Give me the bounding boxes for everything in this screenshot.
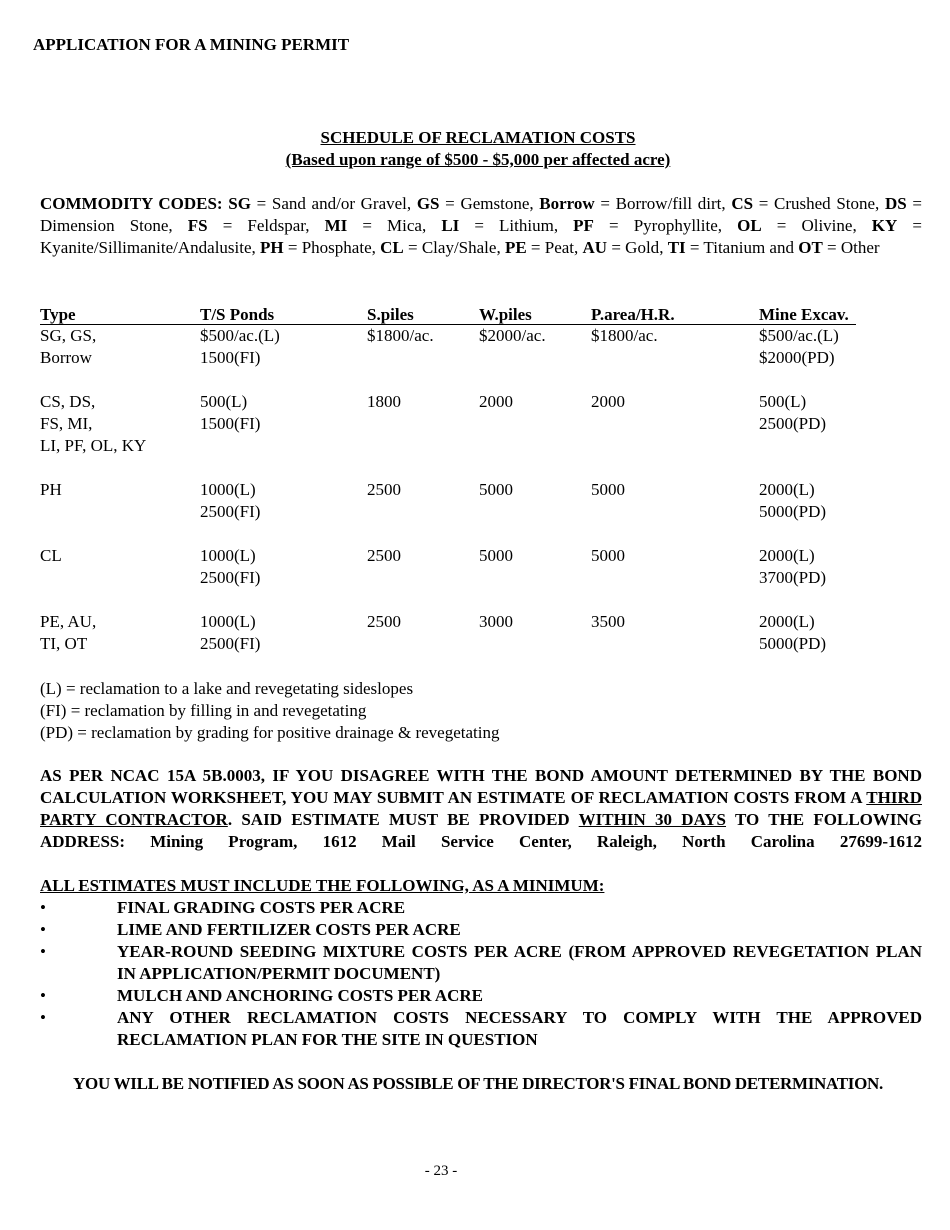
bullet-icon: •	[40, 898, 46, 917]
cell-ts-ponds: $500/ac.(L) 1500(FI)	[200, 326, 280, 367]
col-header-p-area: P.area/H.R.	[591, 305, 675, 324]
commodity-code-item: PH = Phosphate	[260, 238, 372, 257]
cell-type: PH	[40, 480, 62, 499]
bullet-icon: •	[40, 1008, 46, 1027]
notice-third-party: THIRD PARTY CONTRACTOR	[40, 788, 922, 829]
commodity-code-item: LI = Lithium	[441, 216, 554, 235]
cell-mine-excav: 2000(L) 5000(PD)	[759, 480, 827, 521]
commodity-code-item: CS = Crushed Stone	[731, 194, 876, 213]
cell-ts-ponds: 1000(L) 2500(FI)	[200, 480, 261, 521]
cell-type: SG, GS, Borrow	[40, 326, 97, 367]
cell-s-piles: 2500	[367, 546, 401, 565]
commodity-code-item: DS = Dimension Stone	[40, 194, 922, 235]
page-number: - 23 -	[424, 1163, 458, 1179]
notice-deadline: WITHIN 30 DAYS	[578, 810, 727, 829]
header-rule	[40, 324, 856, 325]
cell-ts-ponds: 1000(L) 2500(FI)	[200, 612, 261, 653]
commodity-code-item: OT = Other	[798, 238, 880, 257]
cell-s-piles: 1800	[367, 392, 401, 411]
commodity-codes: COMMODITY CODES: SG = Sand and/or Gravel, GS = Gemstone, Borrow = Borrow/fill dirt, CS = Crushed Stone, DS = Dimension Stone, FS = Feldspar, MI = Mica, LI = Lithium, PF = Pyrophyllite, OL = Olivine, KY = Kyanite/Sillimanite/Andalusite, PH = Phosphate, CL = Clay/Shale, PE = Peat, AU = Gold, TI = Titanium and OT = Other	[40, 194, 922, 257]
cell-type: PE, AU, TI, OT	[40, 612, 97, 653]
commodity-code-item: KY = Kyanite/Sillimanite/Andalusite	[40, 216, 922, 257]
minimum-list	[40, 897, 922, 1051]
notice-address: TO THE FOLLOWING ADDRESS: Mining Program, 1612 Mail Service Center, Raleigh, North Carolina 27699-1612	[40, 810, 922, 851]
cell-mine-excav: 2000(L) 5000(PD)	[759, 612, 827, 653]
notice-text: AS PER NCAC 15A 5B.0003, IF YOU DISAGREE WITH THE BOND AMOUNT DETERMINED BY THE BOND CALCULATION WORKSHEET, YOU MAY SUBMIT AN ESTIMATE OF RECLAMATION COSTS FROM A	[40, 766, 922, 807]
cell-s-piles: 2500	[367, 480, 401, 499]
cell-w-piles: $2000/ac.	[479, 326, 546, 345]
bullet-icon: •	[40, 986, 46, 1005]
commodity-code-item: FS = Feldspar	[187, 216, 306, 235]
cell-mine-excav: 500(L) 2500(PD)	[759, 392, 827, 433]
commodity-code-item: MI = Mica	[324, 216, 422, 235]
legend-item: (PD) = reclamation by grading for positive drainage & revegetating	[40, 723, 500, 742]
page-header-title: APPLICATION FOR A MINING PERMIT	[33, 35, 350, 54]
list-item: • YEAR-ROUND SEEDING MIXTURE COSTS PER ACRE (FROM APPROVED REVEGETATION PLAN IN APPLICATION/PERMIT DOCUMENT)	[40, 942, 922, 983]
schedule-subtitle: (Based upon range of $500 - $5,000 per affected acre)	[285, 150, 671, 169]
col-header-s-piles: S.piles	[367, 305, 414, 324]
commodity-code-item: TI = Titanium	[667, 238, 766, 257]
cell-p-area: 5000	[591, 480, 625, 499]
commodity-code-item: Borrow = Borrow/fill dirt	[539, 194, 722, 213]
list-item: • ANY OTHER RECLAMATION COSTS NECESSARY TO COMPLY WITH THE APPROVED RECLAMATION PLAN FOR THE SITE IN QUESTION	[40, 1008, 922, 1049]
col-header-type: Type	[40, 305, 76, 324]
commodity-code-item: AU = Gold	[582, 238, 660, 257]
minimum-title: ALL ESTIMATES MUST INCLUDE THE FOLLOWING, AS A MINIMUM:	[40, 876, 605, 895]
legend-item: (FI) = reclamation by filling in and revegetating	[40, 701, 367, 720]
cell-p-area: 5000	[591, 546, 625, 565]
commodity-code-item: OL = Olivine	[737, 216, 853, 235]
cell-w-piles: 5000	[479, 546, 513, 565]
cell-ts-ponds: 1000(L) 2500(FI)	[200, 546, 261, 587]
bullet-icon: •	[40, 920, 46, 939]
cell-s-piles: 2500	[367, 612, 401, 631]
cell-p-area: 2000	[591, 392, 625, 411]
commodity-code-item: CL = Clay/Shale	[380, 238, 497, 257]
cell-ts-ponds: 500(L) 1500(FI)	[200, 392, 261, 433]
commodity-code-item: SG = Sand and/or Gravel	[228, 194, 407, 213]
list-item: • FINAL GRADING COSTS PER ACRE	[40, 898, 406, 917]
cell-p-area: $1800/ac.	[591, 326, 658, 345]
final-note: YOU WILL BE NOTIFIED AS SOON AS POSSIBLE OF THE DIRECTOR'S FINAL BOND DETERMINATION.	[73, 1074, 883, 1093]
commodity-codes-label: COMMODITY CODES:	[40, 194, 223, 213]
list-item: • MULCH AND ANCHORING COSTS PER ACRE	[40, 986, 484, 1005]
commodity-code-item: GS = Gemstone	[416, 194, 530, 213]
cell-w-piles: 2000	[479, 392, 513, 411]
col-header-ts-ponds: T/S Ponds	[200, 305, 275, 324]
cell-mine-excav: 2000(L) 3700(PD)	[759, 546, 827, 587]
notice-text: . SAID ESTIMATE MUST BE PROVIDED	[227, 810, 579, 829]
cell-w-piles: 3000	[479, 612, 513, 631]
commodity-code-item: PF = Pyrophyllite	[573, 216, 718, 235]
cell-mine-excav: $500/ac.(L) $2000(PD)	[759, 326, 839, 367]
col-header-w-piles: W.piles	[479, 305, 532, 324]
commodity-code-item: PE = Peat	[504, 238, 575, 257]
legend-item: (L) = reclamation to a lake and revegetating sideslopes	[40, 679, 414, 698]
legend	[40, 678, 499, 744]
cell-type: CS, DS, FS, MI, LI, PF, OL, KY	[40, 392, 147, 455]
cell-w-piles: 5000	[479, 480, 513, 499]
cell-p-area: 3500	[591, 612, 625, 631]
bond-notice	[40, 765, 922, 853]
list-item: • LIME AND FERTILIZER COSTS PER ACRE	[40, 920, 461, 939]
col-header-mine-excav: Mine Excav.	[759, 305, 849, 324]
cell-type: CL	[40, 546, 62, 565]
schedule-title: SCHEDULE OF RECLAMATION COSTS	[320, 128, 636, 147]
bullet-icon: •	[40, 942, 46, 961]
cell-s-piles: $1800/ac.	[367, 326, 434, 345]
